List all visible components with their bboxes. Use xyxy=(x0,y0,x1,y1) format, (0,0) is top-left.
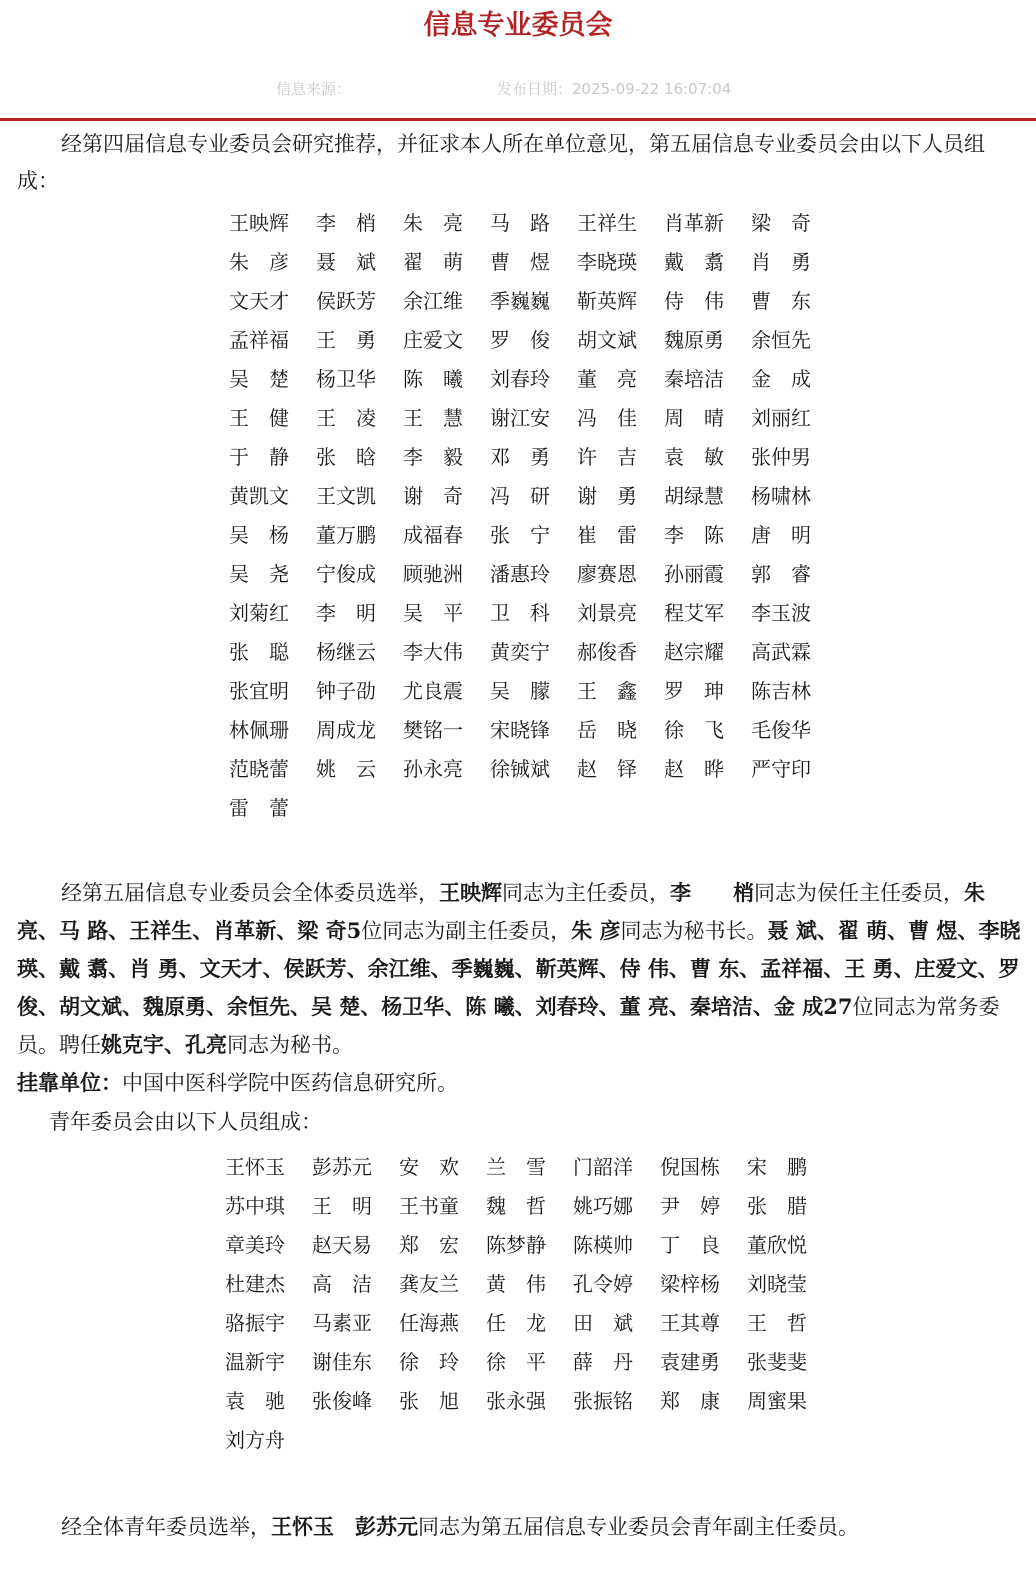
member-name: 李 毅 xyxy=(403,445,463,469)
member-name: 季巍巍 xyxy=(490,289,550,313)
member-name: 吴 楚 xyxy=(229,367,289,391)
publish-date: 发布日期：2025-09-22 16:07:04 xyxy=(497,80,732,98)
member-name: 袁 敏 xyxy=(664,445,724,469)
member-name: 胡文斌 xyxy=(577,328,637,352)
youth-intro: 青年委员会由以下人员组成： xyxy=(49,1110,322,1134)
youth-member-name: 袁建勇 xyxy=(660,1350,720,1374)
member-name: 朱 彦 xyxy=(229,250,289,274)
member-name: 余恒先 xyxy=(751,328,811,352)
successor-name: 李 梢 xyxy=(670,880,754,905)
youth-member-name: 孔令婷 xyxy=(573,1272,633,1296)
election-text: 位同志为副主任委员， xyxy=(361,919,572,943)
youth-member-name: 王书童 xyxy=(399,1194,459,1218)
member-name: 王祥生 xyxy=(577,211,637,235)
member-name: 徐 飞 xyxy=(664,718,724,742)
member-name: 肖革新 xyxy=(664,211,724,235)
member-name: 王文凯 xyxy=(316,484,376,508)
secretaries: 姚克宇、孔亮 xyxy=(101,1032,227,1057)
director-name: 王映辉 xyxy=(439,880,502,905)
member-name: 谢江安 xyxy=(490,406,550,430)
member-name: 王 勇 xyxy=(316,328,376,352)
youth-member-name: 徐 玲 xyxy=(399,1350,459,1374)
youth-member-name: 王 明 xyxy=(312,1194,372,1218)
member-name: 宋晓锋 xyxy=(490,718,550,742)
affiliation-paragraph xyxy=(17,1064,1021,1102)
youth-member-name: 王怀玉 xyxy=(225,1155,285,1179)
member-name: 文天才 xyxy=(229,289,289,313)
member-name: 尤良震 xyxy=(403,679,463,703)
member-name: 刘丽红 xyxy=(751,406,811,430)
youth-member-name: 尹 婷 xyxy=(660,1194,720,1218)
member-name: 谢 奇 xyxy=(403,484,463,508)
youth-member-name: 张斐斐 xyxy=(747,1350,807,1374)
member-name: 赵 铎 xyxy=(577,757,637,781)
member-name: 谢 勇 xyxy=(577,484,637,508)
member-name: 张 宁 xyxy=(490,523,550,547)
youth-member-name: 刘方舟 xyxy=(225,1428,285,1452)
member-name: 钟子劭 xyxy=(316,679,376,703)
member-name: 周 晴 xyxy=(664,406,724,430)
standing-members: 聂 斌、翟 萌、曹 煜、李晓瑛、戴 翥、肖 勇、文天才、侯跃芳、余江维、季巍巍、靳英辉、侍 伟、曹 东、孟祥福、王 勇、庄爱文、罗 俊、胡文斌、魏原勇、余恒先、吴 楚、杨卫华、陈 曦、刘春玲、董 亮、秦培洁、金 成27 xyxy=(17,918,1021,1019)
member-name: 金 成 xyxy=(751,367,811,391)
youth-member-name: 郑 康 xyxy=(660,1389,720,1413)
youth-member-name: 陈楧帅 xyxy=(573,1233,633,1257)
member-name: 许 吉 xyxy=(577,445,637,469)
member-name: 林佩珊 xyxy=(229,718,289,742)
member-name: 罗 俊 xyxy=(490,328,550,352)
youth-member-name: 门韶洋 xyxy=(573,1155,633,1179)
youth-member-name: 王 哲 xyxy=(747,1311,807,1335)
article-meta xyxy=(0,76,1036,102)
member-name: 侍 伟 xyxy=(664,289,724,313)
affiliation-label: 挂靠单位： xyxy=(17,1070,122,1095)
youth-member-name: 高 洁 xyxy=(312,1272,372,1296)
member-name: 聂 斌 xyxy=(316,250,376,274)
member-name: 赵宗耀 xyxy=(664,640,724,664)
member-name: 张仲男 xyxy=(751,445,811,469)
member-name: 高武霖 xyxy=(751,640,811,664)
member-name: 范晓蕾 xyxy=(229,757,289,781)
youth-member-name: 郑 宏 xyxy=(399,1233,459,1257)
youth-member-name: 袁 驰 xyxy=(225,1389,285,1413)
member-name: 严守印 xyxy=(751,757,811,781)
member-name: 梁 奇 xyxy=(751,211,811,235)
member-name: 张 聪 xyxy=(229,640,289,664)
youth-election-paragraph xyxy=(17,1508,1021,1546)
member-name: 余江维 xyxy=(403,289,463,313)
member-name: 程艾军 xyxy=(664,601,724,625)
member-name: 黄奕宁 xyxy=(490,640,550,664)
youth-member-list xyxy=(225,1148,834,1460)
member-name: 吴 朦 xyxy=(490,679,550,703)
member-list xyxy=(229,204,838,828)
election-text: 同志为侯任主任委员， xyxy=(754,881,964,905)
election-paragraph xyxy=(17,874,1021,1064)
youth-member-name: 张永强 xyxy=(486,1389,546,1413)
member-name: 吴 尧 xyxy=(229,562,289,586)
member-name: 周成龙 xyxy=(316,718,376,742)
intro-paragraph: 经第四届信息专业委员会研究推荐，并征求本人所在单位意见，第五届信息专业委员会由以下人员组成： xyxy=(17,132,985,193)
youth-member-name: 马素亚 xyxy=(312,1311,372,1335)
member-name: 魏原勇 xyxy=(664,328,724,352)
youth-member-name: 薛 丹 xyxy=(573,1350,633,1374)
member-name: 董万鹏 xyxy=(316,523,376,547)
election-text: 同志为秘书。 xyxy=(227,1033,353,1057)
member-name: 刘景亮 xyxy=(577,601,637,625)
member-name: 靳英辉 xyxy=(577,289,637,313)
member-name: 樊铭一 xyxy=(403,718,463,742)
youth-member-name: 兰 雪 xyxy=(486,1155,546,1179)
member-name: 郭 睿 xyxy=(751,562,811,586)
member-name: 岳 晓 xyxy=(577,718,637,742)
election-text: 同志为秘书长。 xyxy=(620,919,768,943)
election-text: 同志为主任委员， xyxy=(502,881,670,905)
member-name: 杨卫华 xyxy=(316,367,376,391)
member-name: 李晓瑛 xyxy=(577,250,637,274)
member-name: 李 陈 xyxy=(664,523,724,547)
youth-member-name: 张俊峰 xyxy=(312,1389,372,1413)
member-name: 王 凌 xyxy=(316,406,376,430)
youth-member-name: 任海燕 xyxy=(399,1311,459,1335)
youth-member-name: 张 旭 xyxy=(399,1389,459,1413)
affiliation-value: 中国中医科学院中医药信息研究所。 xyxy=(122,1071,458,1095)
member-name: 吴 平 xyxy=(403,601,463,625)
youth-member-name: 苏中琪 xyxy=(225,1194,285,1218)
youth-member-name: 温新宇 xyxy=(225,1350,285,1374)
member-name: 刘菊红 xyxy=(229,601,289,625)
member-name: 曹 煜 xyxy=(490,250,550,274)
youth-member-name: 张 腊 xyxy=(747,1194,807,1218)
page-title: 信息专业委员会 xyxy=(423,10,613,41)
member-name: 唐 明 xyxy=(751,523,811,547)
member-name: 孟祥福 xyxy=(229,328,289,352)
youth-member-name: 安 欢 xyxy=(399,1155,459,1179)
member-name: 庄爱文 xyxy=(403,328,463,352)
member-name: 张宜明 xyxy=(229,679,289,703)
member-name: 王 鑫 xyxy=(577,679,637,703)
member-name: 冯 研 xyxy=(490,484,550,508)
member-name: 王 慧 xyxy=(403,406,463,430)
youth-member-name: 黄 伟 xyxy=(486,1272,546,1296)
youth-member-name: 彭苏元 xyxy=(312,1155,372,1179)
youth-member-name: 陈梦静 xyxy=(486,1233,546,1257)
member-name: 罗 珅 xyxy=(664,679,724,703)
youth-member-name: 龚友兰 xyxy=(399,1272,459,1296)
member-name: 毛俊华 xyxy=(751,718,811,742)
youth-member-name: 张振铭 xyxy=(573,1389,633,1413)
youth-member-name: 刘晓莹 xyxy=(747,1272,807,1296)
member-name: 潘惠玲 xyxy=(490,562,550,586)
youth-member-name: 田 斌 xyxy=(573,1311,633,1335)
member-name: 卫 科 xyxy=(490,601,550,625)
member-name: 胡绿慧 xyxy=(664,484,724,508)
member-name: 雷 蕾 xyxy=(229,796,289,820)
youth-member-name: 倪国栋 xyxy=(660,1155,720,1179)
member-name: 翟 萌 xyxy=(403,250,463,274)
member-name: 李 明 xyxy=(316,601,376,625)
member-name: 顾驰洲 xyxy=(403,562,463,586)
member-name: 戴 翥 xyxy=(664,250,724,274)
member-name: 邓 勇 xyxy=(490,445,550,469)
election-text: 位同志为常务委员。聘任 xyxy=(17,995,1000,1057)
member-name: 马 路 xyxy=(490,211,550,235)
youth-member-name: 姚巧娜 xyxy=(573,1194,633,1218)
member-name: 曹 东 xyxy=(751,289,811,313)
member-name: 徐铖斌 xyxy=(490,757,550,781)
member-name: 陈吉林 xyxy=(751,679,811,703)
vice-directors: 朱 亮、马 路、王祥生、肖革新、梁 奇5 xyxy=(17,880,985,943)
member-name: 于 静 xyxy=(229,445,289,469)
member-name: 董 亮 xyxy=(577,367,637,391)
member-name: 崔 雷 xyxy=(577,523,637,547)
member-name: 陈 曦 xyxy=(403,367,463,391)
member-name: 杨继云 xyxy=(316,640,376,664)
youth-election-text: 同志为第五届信息专业委员会青年副主任委员。 xyxy=(418,1515,859,1539)
header-divider xyxy=(0,118,1036,121)
youth-member-name: 梁梓杨 xyxy=(660,1272,720,1296)
youth-member-name: 魏 哲 xyxy=(486,1194,546,1218)
youth-vice-directors: 王怀玉 彭苏元 xyxy=(271,1514,418,1539)
secretary-general: 朱 彦 xyxy=(571,918,621,943)
member-name: 李玉波 xyxy=(751,601,811,625)
youth-member-name: 杜建杰 xyxy=(225,1272,285,1296)
election-text: 经第五届信息专业委员会全体委员选举， xyxy=(61,881,439,905)
member-name: 王映辉 xyxy=(229,211,289,235)
member-name: 郝俊香 xyxy=(577,640,637,664)
member-name: 成福春 xyxy=(403,523,463,547)
member-name: 刘春玲 xyxy=(490,367,550,391)
member-name: 秦培洁 xyxy=(664,367,724,391)
youth-member-name: 丁 良 xyxy=(660,1233,720,1257)
youth-member-name: 董欣悦 xyxy=(747,1233,807,1257)
member-name: 杨啸林 xyxy=(751,484,811,508)
source-label: 信息来源： xyxy=(276,80,352,98)
member-name: 姚 云 xyxy=(316,757,376,781)
youth-member-name: 王其尊 xyxy=(660,1311,720,1335)
member-name: 冯 佳 xyxy=(577,406,637,430)
member-name: 李大伟 xyxy=(403,640,463,664)
member-name: 李 梢 xyxy=(316,211,376,235)
youth-member-name: 宋 鹏 xyxy=(747,1155,807,1179)
member-name: 吴 杨 xyxy=(229,523,289,547)
youth-member-name: 徐 平 xyxy=(486,1350,546,1374)
member-name: 宁俊成 xyxy=(316,562,376,586)
member-name: 王 健 xyxy=(229,406,289,430)
youth-member-name: 章美玲 xyxy=(225,1233,285,1257)
youth-member-name: 任 龙 xyxy=(486,1311,546,1335)
member-name: 肖 勇 xyxy=(751,250,811,274)
youth-election-text: 经全体青年委员选举， xyxy=(61,1515,271,1539)
member-name: 侯跃芳 xyxy=(316,289,376,313)
member-name: 孙永亮 xyxy=(403,757,463,781)
member-name: 廖赛恩 xyxy=(577,562,637,586)
youth-member-name: 赵天易 xyxy=(312,1233,372,1257)
member-name: 孙丽霞 xyxy=(664,562,724,586)
youth-member-name: 谢佳东 xyxy=(312,1350,372,1374)
member-name: 黄凯文 xyxy=(229,484,289,508)
member-name: 张 晗 xyxy=(316,445,376,469)
youth-member-name: 周蜜果 xyxy=(747,1389,807,1413)
youth-member-name: 骆振宇 xyxy=(225,1311,285,1335)
member-name: 赵 晔 xyxy=(664,757,724,781)
member-name: 朱 亮 xyxy=(403,211,463,235)
